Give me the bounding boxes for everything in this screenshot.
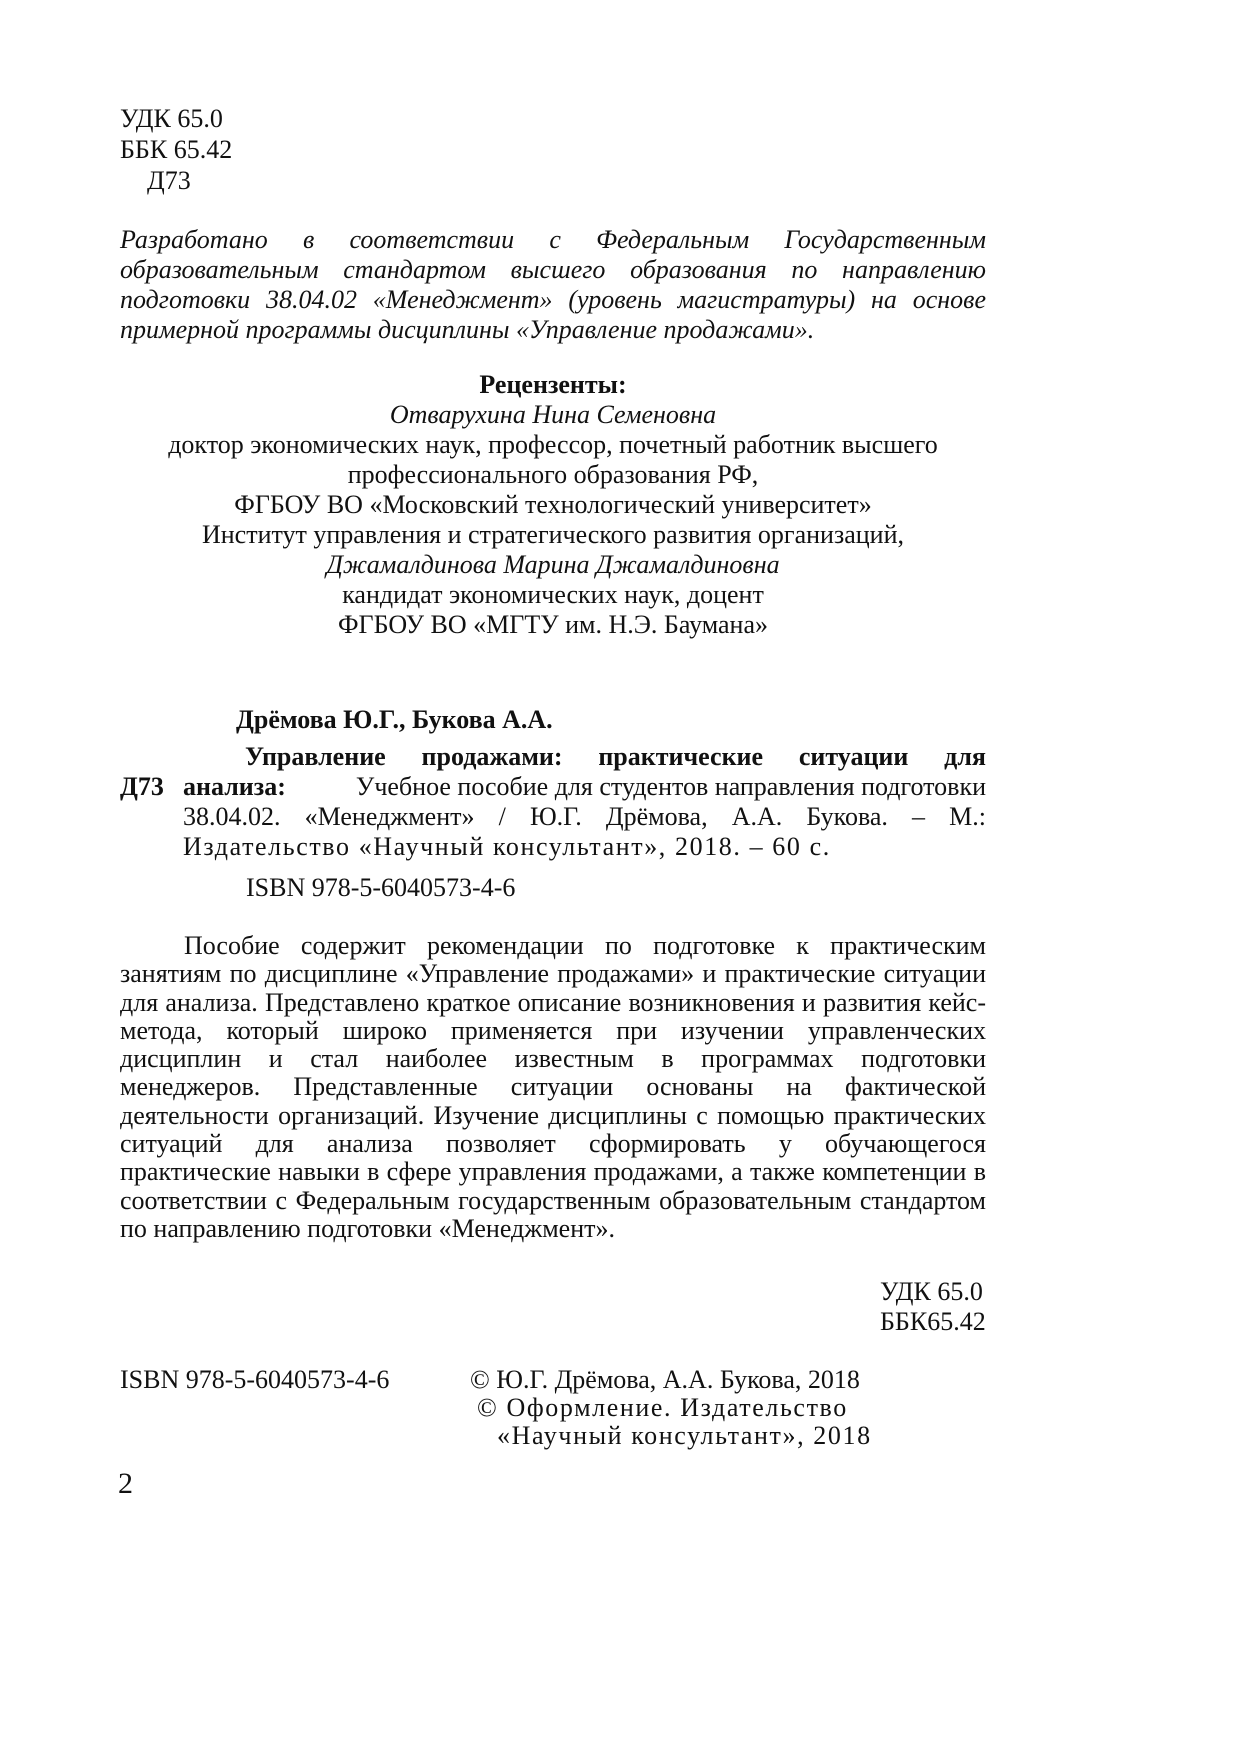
author-mark-header: Д73 [147,166,191,195]
page-number: 2 [118,1467,133,1500]
abstract-line: метода, который широко применяется при изучении управленческих [120,1015,986,1045]
abstract-line: Пособие содержит рекомендации по подготовке к практическим [184,931,986,960]
abstract-line: менеджеров. Представленные ситуации основаны на фактической [120,1072,986,1102]
intro-line: образовательным стандартом высшего образования по направлению [120,255,986,284]
biblio-mark: Д73 [120,772,164,801]
bbk-header: ББК 65.42 [120,135,233,164]
biblio-entry [183,742,986,862]
biblio-line3: 38.04.02. «Менеджмент» / Ю.Г. Дрёмова, А.А. Букова. – М.: [183,802,986,831]
intro-line: Разработано в соответствии с Федеральным Государственным [120,225,986,254]
biblio-title-end: анализа: [183,772,286,801]
abstract-line: занятиям по дисциплине «Управление продажами» и практические ситуации [120,959,986,989]
abstract-line: дисциплин и стал наиболее известным в программах подготовки [120,1044,986,1074]
intro-line: подготовки 38.04.02 «Менеджмент» (уровень магистратуры) на основе [120,285,986,314]
biblio-authors: Дрёмова Ю.Г., Букова А.А. [236,705,553,734]
reviewer-info: ФГБОУ ВО «МГТУ им. Н.Э. Баумана» [338,610,768,639]
biblio-line4: Издательство «Научный консультант», 2018. – 60 с. [183,832,831,861]
biblio-title-line1: Управление продажами: практические ситуации для [245,742,986,771]
bbk-classification: ББК65.42 [880,1307,986,1336]
abstract-line: соответствии с Федеральным государственным образовательным стандартом [120,1185,986,1215]
intro-paragraph [120,225,986,345]
abstract-line: деятельности организаций. Изучение дисциплины с помощью практических [120,1100,986,1130]
footer-isbn: ISBN 978-5-6040573-4-6 [120,1365,390,1394]
abstract-line: для анализа. Представлено краткое описание возникновения и развития кейс- [120,987,986,1017]
reviewer-name: Отварухина Нина Семеновна [389,400,717,429]
biblio-subtitle: Учебное пособие для студентов направления подготовки [355,772,986,801]
biblio-title-line2 [183,772,986,802]
abstract-line: практические навыки в сфере управления продажами, а также компетенции в [120,1157,986,1187]
reviewers-heading: Рецензенты: [479,370,627,399]
reviewer-name: Джамалдинова Марина Джамалдиновна [326,550,780,579]
reviewers-section [120,370,986,640]
abstract-paragraph [120,932,986,1243]
reviewer-info: доктор экономических наук, профессор, почетный работник высшего [168,430,938,459]
abstract-line: ситуаций для анализа позволяет сформировать у обучающегося [120,1129,986,1159]
copyright-publisher: «Научный консультант», 2018 [497,1421,872,1450]
reviewer-info: профессионального образования РФ, [347,460,759,489]
copyright-authors: © Ю.Г. Дрёмова, А.А. Букова, 2018 [470,1365,860,1394]
reviewer-info: кандидат экономических наук, доцент [342,580,764,609]
udk-classification: УДК 65.0 [880,1277,983,1306]
intro-line: примерной программы дисциплины «Управление продажами». [120,315,815,344]
copyright-design: © Оформление. Издательство [477,1393,848,1422]
udk-header: УДК 65.0 [120,104,223,133]
reviewer-info: Институт управления и стратегического развития организаций, [201,520,904,549]
abstract-line: по направлению подготовки «Менеджмент». [120,1213,615,1243]
biblio-isbn: ISBN 978-5-6040573-4-6 [246,873,516,902]
reviewer-info: ФГБОУ ВО «Московский технологический университет» [234,490,872,519]
